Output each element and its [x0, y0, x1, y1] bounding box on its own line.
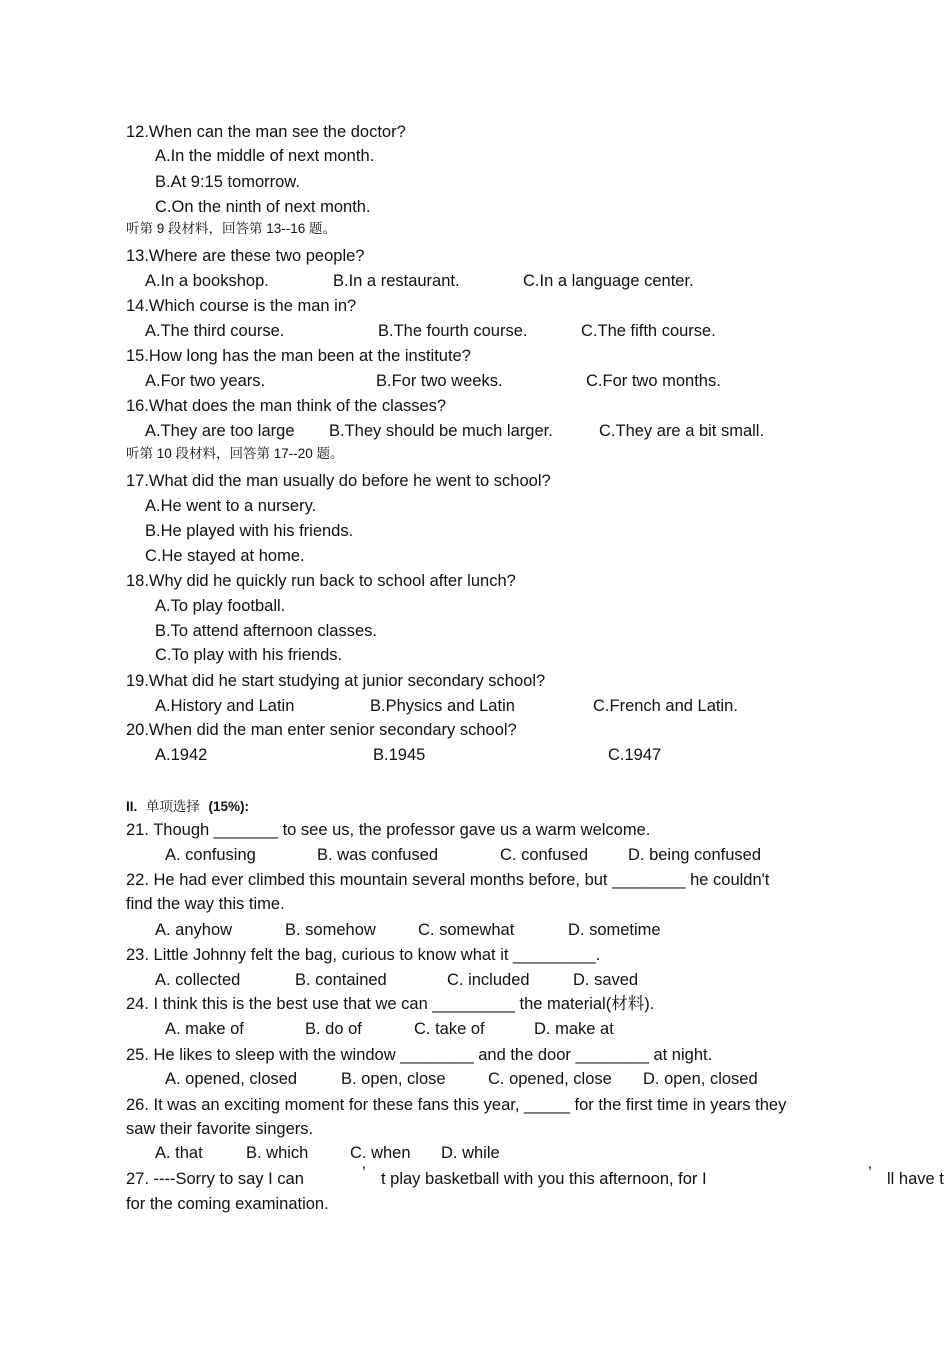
- part-2-number: II.: [126, 799, 138, 814]
- question-27-part-3: ll have t: [887, 1170, 944, 1188]
- q26-option-b: B. which: [246, 1144, 309, 1162]
- section-10-instruction: 听第 10 段材料，回答第 17--20 题。: [126, 446, 344, 461]
- q15-option-a: A.For two years.: [145, 372, 266, 390]
- question-13: 13.Where are these two people?: [126, 247, 365, 265]
- question-21: 21. Though _______ to see us, the professor gave us a warm welcome.: [126, 821, 651, 839]
- q25-option-b: B. open, close: [341, 1070, 446, 1088]
- q12-option-a: A.In the middle of next month.: [155, 147, 375, 165]
- q12-option-b: B.At 9:15 tomorrow.: [155, 173, 300, 191]
- question-22: 22. He had ever climbed this mountain several months before, but ________ he couldn't: [126, 871, 770, 889]
- q21-option-d: D. being confused: [628, 846, 762, 864]
- question-27-cont: for the coming examination.: [126, 1195, 329, 1213]
- q21-option-b: B. was confused: [317, 846, 439, 864]
- question-26: 26. It was an exciting moment for these fans this year, _____ for the first time in years they: [126, 1096, 787, 1114]
- q19-option-a: A.History and Latin: [155, 697, 295, 715]
- q16-option-a: A.They are too large: [145, 422, 295, 440]
- q24-option-a: A. make of: [165, 1020, 244, 1038]
- question-27-part-1: 27. ----Sorry to say I can: [126, 1170, 304, 1188]
- question-16: 16.What does the man think of the classes?: [126, 397, 447, 415]
- question-15: 15.How long has the man been at the institute?: [126, 347, 471, 365]
- q19-option-b: B.Physics and Latin: [370, 697, 515, 715]
- q19-option-c: C.French and Latin.: [593, 697, 738, 715]
- question-23: 23. Little Johnny felt the bag, curious to know what it _________.: [126, 946, 601, 964]
- q21-option-c: C. confused: [500, 846, 589, 864]
- q21-option-a: A. confusing: [165, 846, 256, 864]
- q17-option-a: A.He went to a nursery.: [145, 497, 317, 515]
- q14-option-b: B.The fourth course.: [378, 322, 528, 340]
- question-24: 24. I think this is the best use that we can _________ the material(材料).: [126, 995, 655, 1013]
- q16-option-b: B.They should be much larger.: [329, 422, 553, 440]
- q17-option-c: C.He stayed at home.: [145, 547, 305, 565]
- q23-option-d: D. saved: [573, 971, 639, 989]
- question-19: 19.What did he start studying at junior secondary school?: [126, 672, 546, 690]
- q20-option-a: A.1942: [155, 746, 208, 764]
- q16-option-c: C.They are a bit small.: [599, 422, 765, 440]
- part-2-title: 单项选择: [145, 799, 200, 814]
- question-22-cont: find the way this time.: [126, 895, 285, 913]
- q15-option-b: B.For two weeks.: [376, 372, 503, 390]
- question-26-cont: saw their favorite singers.: [126, 1120, 314, 1138]
- q22-option-c: C. somewhat: [418, 921, 515, 939]
- q18-option-b: B.To attend afternoon classes.: [155, 622, 377, 640]
- q22-option-b: B. somehow: [285, 921, 376, 939]
- q22-option-a: A. anyhow: [155, 921, 233, 939]
- q12-option-c: C.On the ninth of next month.: [155, 198, 371, 216]
- part-2-score: (15%):: [208, 799, 249, 814]
- q13-option-b: B.In a restaurant.: [333, 272, 460, 290]
- q20-option-b: B.1945: [373, 746, 426, 764]
- q18-option-a: A.To play football.: [155, 597, 286, 615]
- q23-option-c: C. included: [447, 971, 530, 989]
- q25-option-a: A. opened, closed: [165, 1070, 298, 1088]
- q24-option-d: D. make at: [534, 1020, 614, 1038]
- q26-option-d: D. while: [441, 1144, 500, 1162]
- q25-option-d: D. open, closed: [643, 1070, 758, 1088]
- question-18: 18.Why did he quickly run back to school after lunch?: [126, 572, 516, 590]
- q22-option-d: D. sometime: [568, 921, 661, 939]
- section-9-instruction: 听第 9 段材料，回答第 13--16 题。: [126, 221, 337, 236]
- question-25: 25. He likes to sleep with the window ________ and the door ________ at night.: [126, 1046, 713, 1064]
- question-27-apostrophe-1: ’: [362, 1164, 366, 1182]
- q25-option-c: C. opened, close: [488, 1070, 612, 1088]
- question-12: 12.When can the man see the doctor?: [126, 123, 406, 141]
- q15-option-c: C.For two months.: [586, 372, 721, 390]
- question-27-part-2: t play basketball with you this afternoon, for I: [381, 1170, 707, 1188]
- question-27-apostrophe-2: ’: [868, 1164, 872, 1182]
- q14-option-c: C.The fifth course.: [581, 322, 716, 340]
- q17-option-b: B.He played with his friends.: [145, 522, 354, 540]
- q23-option-b: B. contained: [295, 971, 387, 989]
- question-20: 20.When did the man enter senior secondary school?: [126, 721, 517, 739]
- q18-option-c: C.To play with his friends.: [155, 646, 343, 664]
- part-2-heading: [126, 796, 249, 817]
- q20-option-c: C.1947: [608, 746, 662, 764]
- q13-option-a: A.In a bookshop.: [145, 272, 269, 290]
- q13-option-c: C.In a language center.: [523, 272, 694, 290]
- q24-option-c: C. take of: [414, 1020, 485, 1038]
- q24-option-b: B. do of: [305, 1020, 362, 1038]
- question-17: 17.What did the man usually do before he went to school?: [126, 472, 551, 490]
- question-14: 14.Which course is the man in?: [126, 297, 357, 315]
- q14-option-a: A.The third course.: [145, 322, 285, 340]
- q23-option-a: A. collected: [155, 971, 241, 989]
- q26-option-c: C. when: [350, 1144, 411, 1162]
- q26-option-a: A. that: [155, 1144, 203, 1162]
